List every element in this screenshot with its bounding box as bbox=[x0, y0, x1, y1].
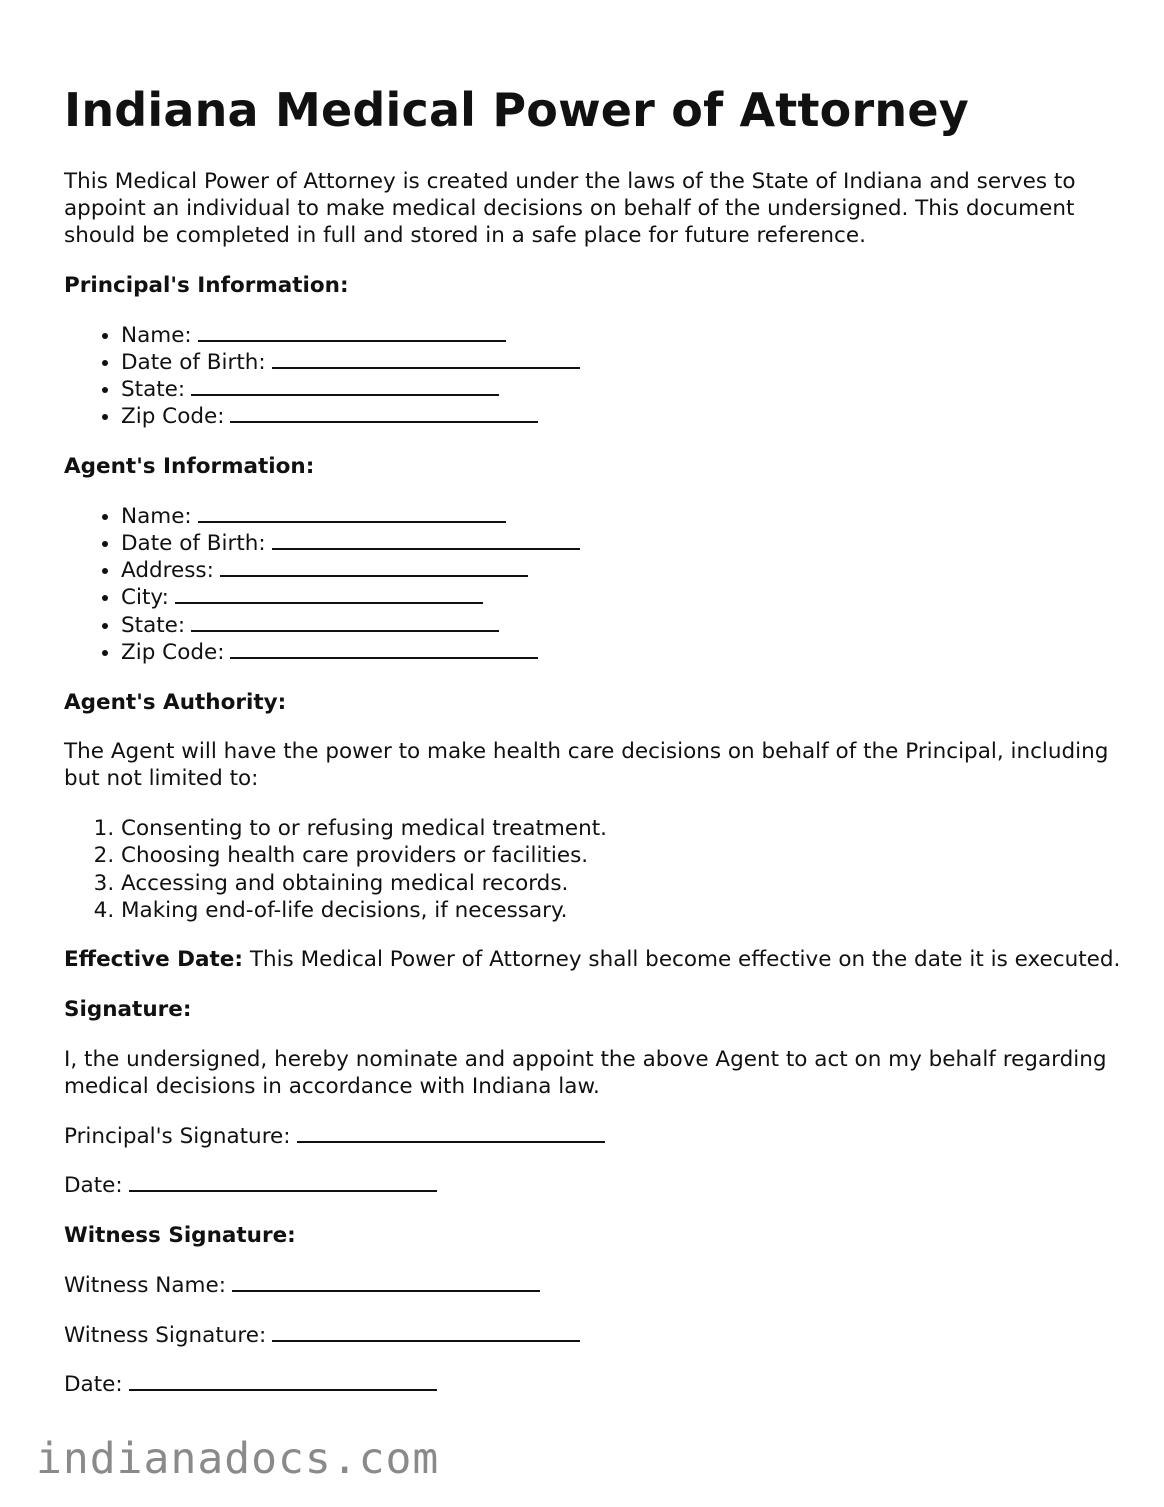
witness-name-blank[interactable] bbox=[232, 1272, 540, 1292]
agent-address-field: • Address: bbox=[121, 557, 1124, 584]
witness-signature-blank[interactable] bbox=[272, 1322, 580, 1342]
agent-zip-blank[interactable] bbox=[230, 639, 538, 659]
principal-date-blank[interactable] bbox=[129, 1172, 437, 1192]
watermark-text: indianadocs.com bbox=[36, 1434, 440, 1484]
document-body bbox=[64, 168, 1124, 1421]
intro-paragraph: This Medical Power of Attorney is created under the laws of the State of Indiana and serves to appoint an individual to make medical decisions on behalf of the undersigned. This document should be completed in full and stored in a safe place for future reference. bbox=[64, 169, 1076, 249]
agent-address-blank[interactable] bbox=[220, 557, 528, 577]
agent-state-blank[interactable] bbox=[191, 612, 499, 632]
principal-name-field: • Name: bbox=[121, 322, 1124, 349]
agent-name-blank[interactable] bbox=[198, 503, 506, 523]
agent-city-field: • City: bbox=[121, 584, 1124, 611]
signature-heading: Signature: bbox=[64, 997, 192, 1023]
authority-list bbox=[64, 815, 1124, 924]
witness-signature-line: Witness Signature: bbox=[64, 1322, 1124, 1349]
agent-city-blank[interactable] bbox=[175, 584, 483, 604]
principal-heading: Principal's Information: bbox=[64, 273, 349, 299]
agent-dob-blank[interactable] bbox=[272, 530, 580, 550]
principal-signature-blank[interactable] bbox=[297, 1123, 605, 1143]
witness-name-line: Witness Name: bbox=[64, 1272, 1124, 1299]
agent-state-field: • State: bbox=[121, 612, 1124, 639]
authority-item: 1. Consenting to or refusing medical treatment. bbox=[121, 815, 1124, 842]
principal-name-blank[interactable] bbox=[198, 322, 506, 342]
principal-zip-blank[interactable] bbox=[230, 403, 538, 423]
principal-fields-list bbox=[64, 322, 1124, 431]
principal-dob-blank[interactable] bbox=[272, 349, 580, 369]
effective-date-text: This Medical Power of Attorney shall become effective on the date it is executed. bbox=[242, 947, 1121, 973]
effective-date-label: Effective Date: bbox=[64, 947, 243, 973]
principal-state-field: • State: bbox=[121, 376, 1124, 403]
witness-date-blank[interactable] bbox=[129, 1371, 437, 1391]
agent-zip-field: • Zip Code: bbox=[121, 639, 1124, 666]
principal-dob-field: • Date of Birth: bbox=[121, 349, 1124, 376]
agent-fields-list bbox=[64, 503, 1124, 666]
witness-date-line: Date: bbox=[64, 1371, 1124, 1398]
principal-date-line: Date: bbox=[64, 1172, 1124, 1199]
principal-signature-line: Principal's Signature: bbox=[64, 1123, 1124, 1150]
authority-item: 4. Making end-of-life decisions, if necessary. bbox=[121, 897, 1124, 924]
authority-text: The Agent will have the power to make health care decisions on behalf of the Principal, including but not limited to: bbox=[64, 739, 1109, 792]
principal-zip-field: • Zip Code: bbox=[121, 403, 1124, 430]
agent-name-field: • Name: bbox=[121, 503, 1124, 530]
signature-text: I, the undersigned, hereby nominate and appoint the above Agent to act on my behalf regarding medical decisions in accordance with Indiana law. bbox=[64, 1046, 1107, 1100]
agent-dob-field: • Date of Birth: bbox=[121, 530, 1124, 557]
authority-item: 3. Accessing and obtaining medical records. bbox=[121, 870, 1124, 897]
page-title: Indiana Medical Power of Attorney bbox=[64, 83, 969, 137]
authority-item: 2. Choosing health care providers or facilities. bbox=[121, 842, 1124, 869]
effective-date-paragraph bbox=[64, 946, 1124, 973]
authority-heading: Agent's Authority: bbox=[64, 689, 287, 715]
principal-state-blank[interactable] bbox=[191, 376, 499, 396]
agent-heading: Agent's Information: bbox=[64, 454, 315, 480]
witness-heading: Witness Signature: bbox=[64, 1223, 296, 1249]
